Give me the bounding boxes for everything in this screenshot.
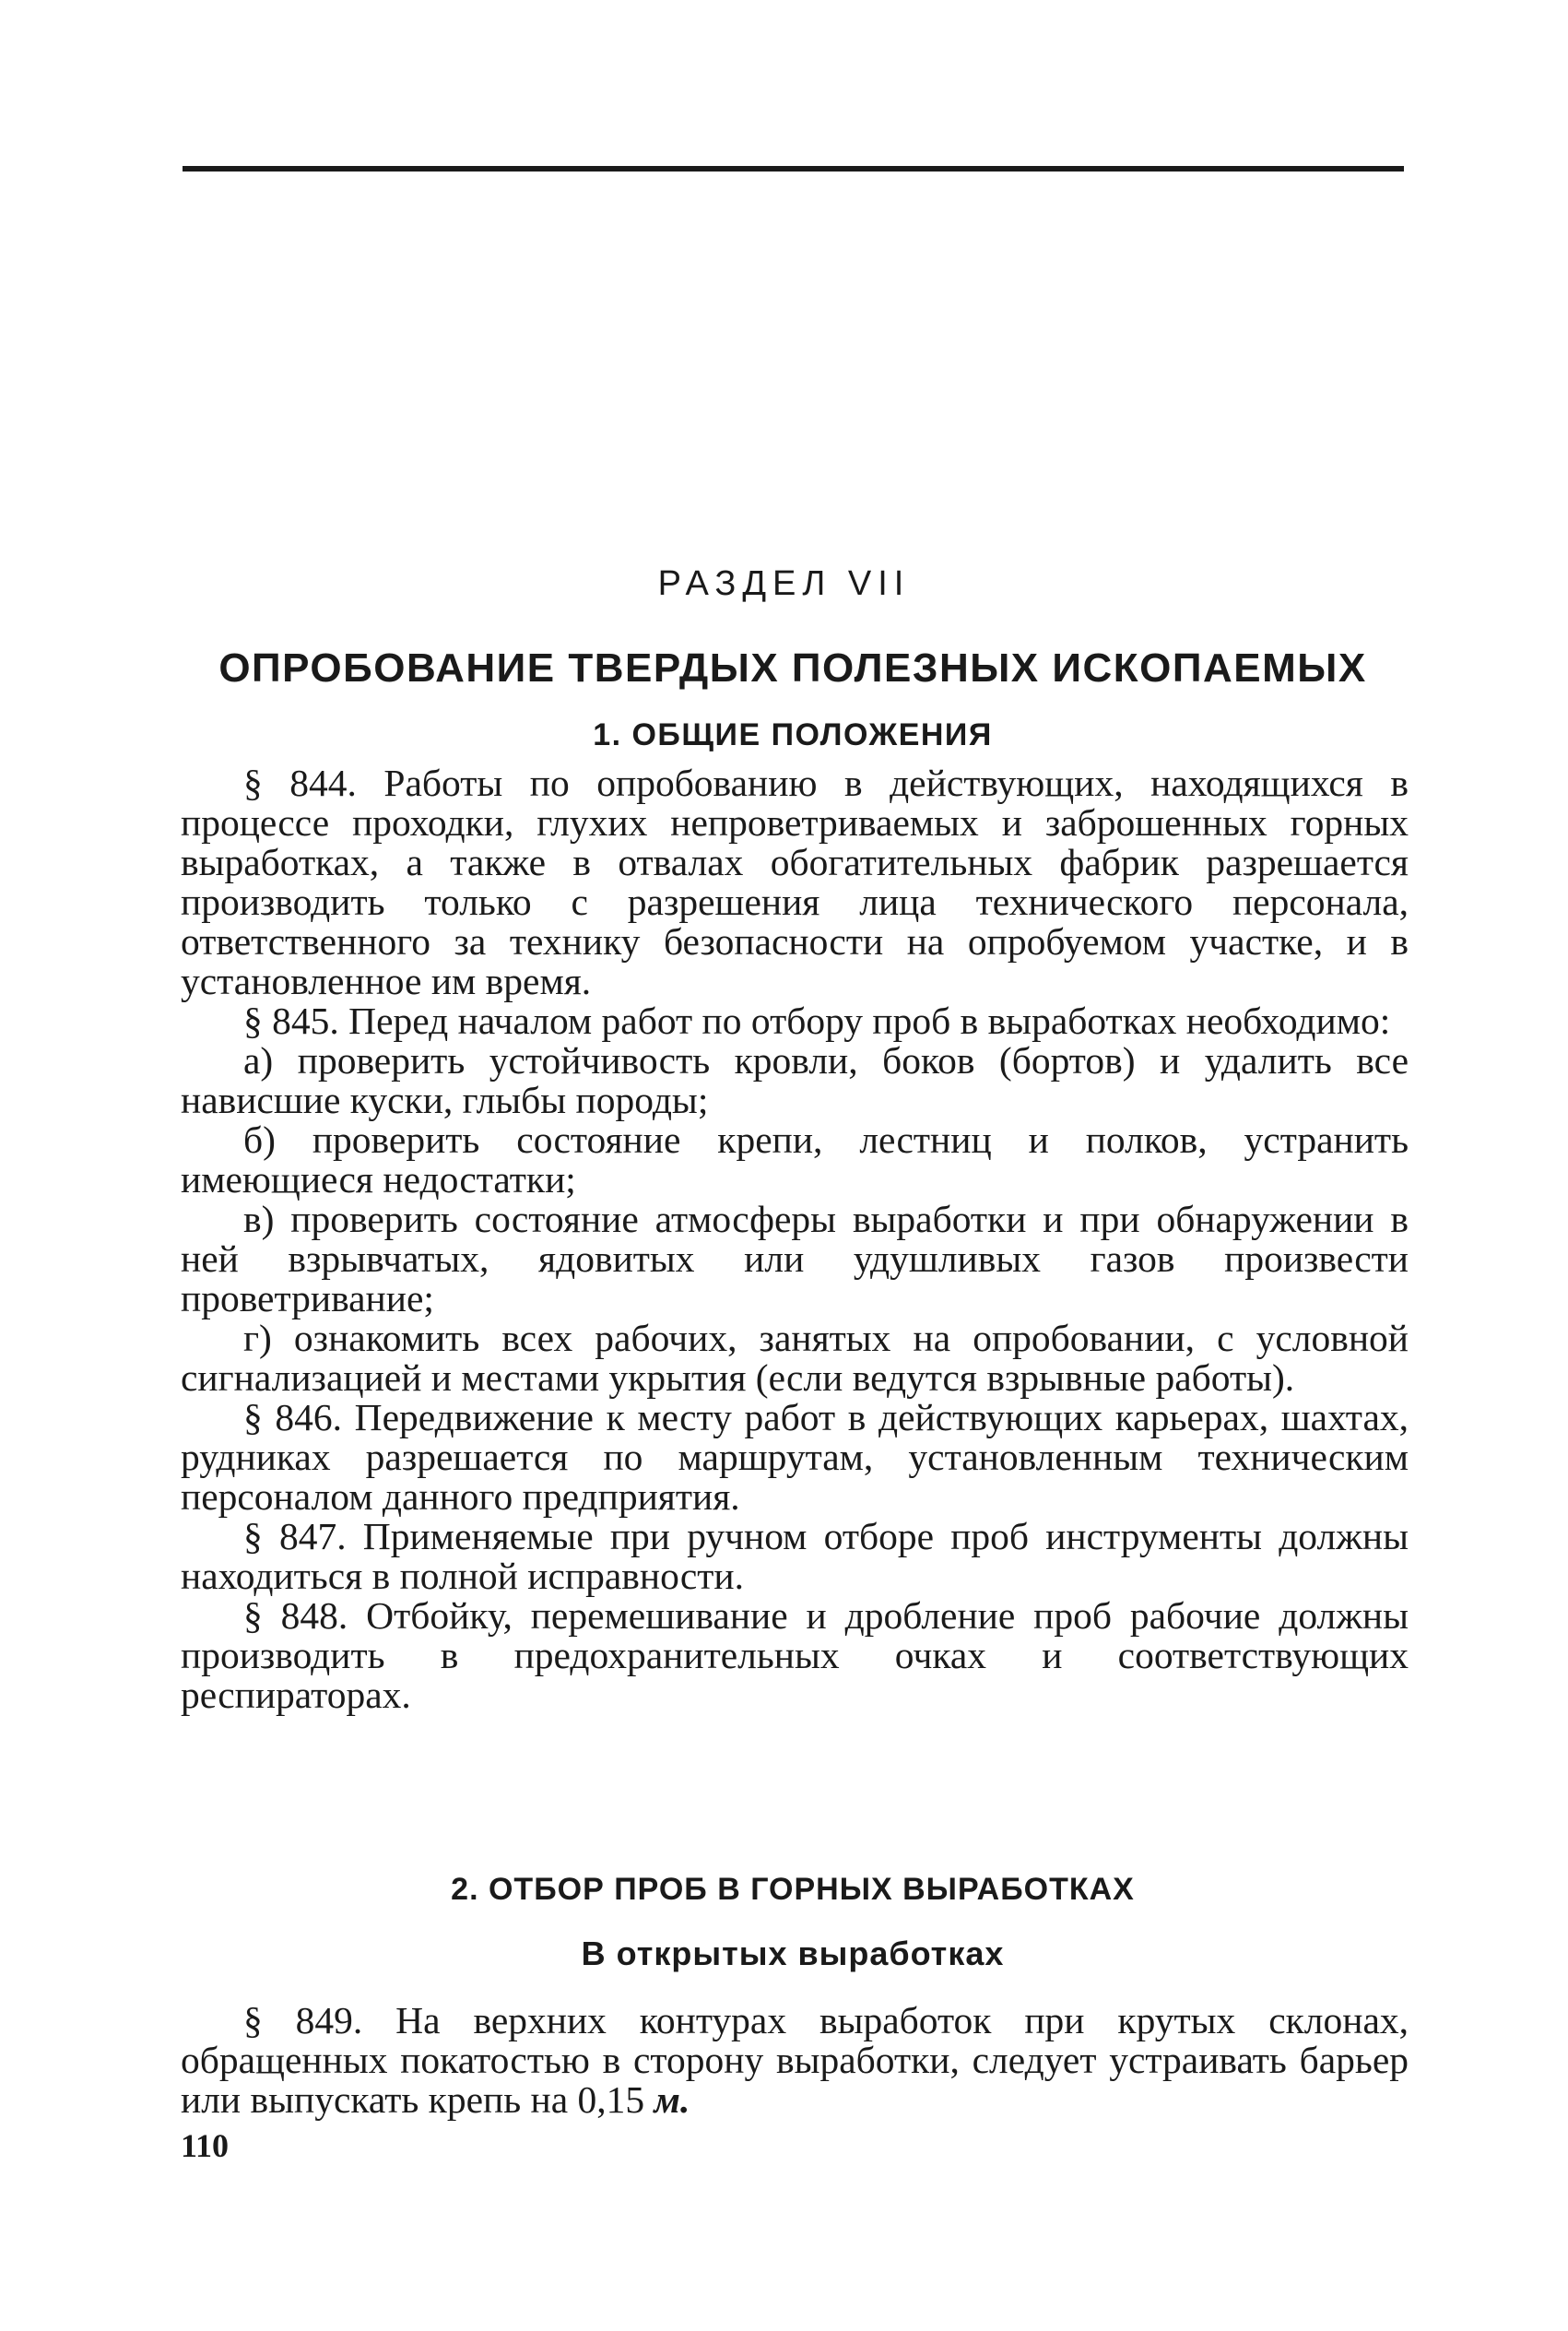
paragraph-848: § 848. Отбойку, перемешивание и дробление проб рабочие должны производить в предохранительных очках и соответствующих респираторах. [181, 1594, 1409, 1716]
paragraph-845-g: г) ознакомить всех рабочих, занятых на опробовании, с условной сигнализацией и местами укрытия (если ведутся взрывные работы). [181, 1317, 1409, 1399]
paragraph-849 [181, 2001, 1409, 2120]
page-number: 110 [181, 2127, 230, 2164]
paragraph-845-b: б) проверить состояние крепи, лестниц и полков, устранить имеющиеся недостатки; [181, 1118, 1409, 1201]
paragraph-849-unit: м. [654, 2078, 690, 2121]
paragraph-845-v: в) проверить состояние атмосферы выработки и при обнаружении в ней взрывчатых, ядовитых или удушливых газов произвести проветривание; [181, 1198, 1409, 1319]
part1-heading: 1. ОБЩИЕ ПОЛОЖЕНИЯ [593, 717, 993, 752]
paragraph-845: § 845. Перед началом работ по отбору проб в выработках необходимо: [243, 1000, 1391, 1042]
part2-subheading: В открытых выработках [581, 1935, 1005, 1972]
section-label: РАЗДЕЛ VII [657, 564, 911, 603]
paragraph-847: § 847. Применяемые при ручном отборе проб инструменты должны находиться в полной исправности. [181, 1515, 1409, 1597]
part2-heading: 2. ОТБОР ПРОБ В ГОРНЫХ ВЫРАБОТКАХ [451, 1872, 1135, 1907]
paragraph-846: § 846. Передвижение к месту работ в действующих карьерах, шахтах, рудниках разрешается по маршрутам, установленным техническим персоналом данного предприятия. [181, 1396, 1409, 1518]
section-title: ОПРОБОВАНИЕ ТВЕРДЫХ ПОЛЕЗНЫХ ИСКОПАЕМЫХ [218, 645, 1367, 691]
part2-body [181, 2001, 1409, 2120]
top-rule [183, 166, 1404, 172]
paragraph-845-a: а) проверить устойчивость кровли, боков (бортов) и удалить все нависшие куски, глыбы породы; [181, 1039, 1409, 1121]
part1-body [181, 763, 1409, 1715]
paragraph-849-text: § 849. На верхних контурах выработок при крутых склонах, обращенных покатостью в сторону выработки, следует устраивать барьер или выпускать крепь на 0,15 [181, 1999, 1409, 2121]
paragraph-844: § 844. Работы по опробованию в действующих, находящихся в процессе проходки, глухих непроветриваемых и заброшенных горных выработках, а также в отвалах обогатительных фабрик разрешается производить только с разрешения лица технического персонала, ответственного за технику безопасности на опробуемом участке, и в установленное им время. [181, 762, 1409, 1002]
